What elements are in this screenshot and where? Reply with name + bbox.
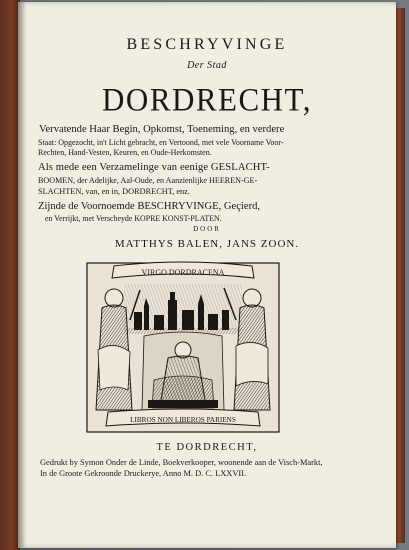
- subtitle-line-3: Rechten, Hand-Vesten, Keuren, en Oude-Herkomsten.: [38, 148, 212, 157]
- subtitle-line-4: Als mede een Verzamelinge van eenige GESLACHT-: [38, 162, 270, 173]
- title-line-dordrecht: DORDRECHT,: [102, 81, 312, 118]
- imprint-line-1: Gedrukt by Symon Onder de Linde, Boekverkooper, woonende aan de Visch-Markt,: [40, 458, 323, 467]
- subtitle-line-2: Staat: Opgezocht, in't Licht gebracht, en Vertoond, met vele Voorname Voor-: [38, 138, 284, 147]
- door-label: DOOR: [193, 225, 221, 233]
- subtitle-line-1: Vervatende Haar Begin, Opkomst, Toeneming, en verdere: [39, 124, 285, 135]
- central-seated-figure: [142, 332, 224, 410]
- book-binding-left: [0, 0, 20, 550]
- title-line-der-stad: Der Stad: [187, 60, 227, 71]
- printers-device-engraving: [84, 260, 282, 435]
- title-line-beschryvinge: BESCHRYVINGE: [126, 36, 288, 53]
- imprint-line-2: In de Groote Gekroonde Druckerye, Anno M. D. C. LXXVII.: [40, 469, 247, 478]
- engraving-top-banner-text: VIRGO DORDRACENA: [141, 268, 225, 277]
- author-name: MATTHYS BALEN, JANS ZOON.: [114, 238, 300, 250]
- title-page: [18, 2, 396, 548]
- subtitle-line-8: en Verrijkt, met Verscheyde KOPRE KONST-PLATEN.: [45, 214, 222, 223]
- imprint-place: TE DORDRECHT,: [156, 442, 258, 453]
- subtitle-line-6: SLACHTEN, van, en in, DORDRECHT, enz.: [38, 187, 190, 196]
- subtitle-line-5: BOOMEN, der Adelijke, Aal-Oude, en Aanzienlijke HEEREN-GE-: [38, 176, 258, 185]
- engraving-bottom-banner-text: LIBROS NON LIBEROS PARIENS: [130, 416, 236, 424]
- subtitle-line-7: Zijnde de Voornoemde BESCHRYVINGE, Geçierd,: [38, 201, 261, 212]
